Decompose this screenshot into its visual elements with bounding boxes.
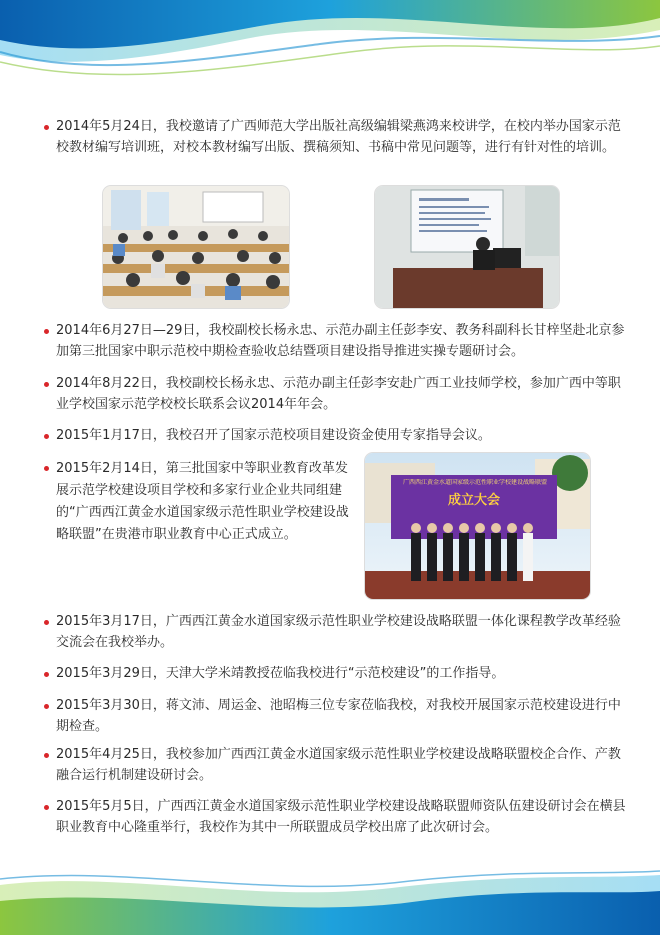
news-text: 2015年4月25日，我校参加广西西江黄金水道国家级示范性职业学校建设战略联盟校企合作、产教融合运行机制建设研讨会。 [56,747,621,783]
news-item [56,696,626,737]
banner-subtitle: 成立大会 [447,493,500,508]
bullet-dot [44,620,49,625]
bullet-dot [44,382,49,387]
news-item [56,612,626,653]
news-item [56,664,626,685]
news-text: 2014年8月22日，我校副校长杨永忠、示范办副主任彭李安赴广西工业技师学校，参加广西中等职业学校国家示范学校校长联系会议2014年年会。 [56,376,621,412]
news-item [56,117,626,158]
news-item [56,745,626,786]
news-text: 2015年3月29日，天津大学米靖教授莅临我校进行“示范校建设”的工作指导。 [56,666,505,681]
news-text: 2015年1月17日，我校召开了国家示范校项目建设资金使用专家指导会议。 [56,428,491,443]
bottom-wave-decoration [0,865,660,935]
top-wave-decoration [0,0,660,100]
photo-training-classroom [103,186,289,308]
bullet-dot [44,329,49,334]
news-text: 2015年2月14日，第三批国家中等职业教育改革发展示范学校建设项目学校和多家行业企业共同组建的“广西西江黄金水道国家级示范性职业学校建设战略联盟”在贵港市职业教育中心正式成立。 [56,461,349,542]
news-text: 2014年5月24日，我校邀请了广西师范大学出版社高级编辑梁燕鸿来校讲学，在校内举办国家示范校教材编写培训班，对校本教材编写出版、撰稿须知、书稿中常见问题等，进行有针对性的培训。 [56,119,621,155]
news-item [56,458,352,546]
news-item [56,321,626,362]
photo-alliance-founding-ceremony [365,453,590,599]
photo-lecturer-podium [375,186,559,308]
bullet-dot [44,125,49,130]
bullet-dot [44,753,49,758]
news-text: 2015年3月30日，蒋文沛、周运金、池昭梅三位专家莅临我校，对我校开展国家示范校建设进行中期检查。 [56,698,621,734]
bullet-dot [44,466,49,471]
banner-title: 广西西江黄金水道国家级示范性职业学校建设战略联盟 [402,479,547,486]
bullet-dot [44,672,49,677]
news-text: 2015年5月5日，广西西江黄金水道国家级示范性职业学校建设战略联盟师资队伍建设研讨会在横县职业教育中心隆重举行，我校作为其中一所联盟成员学校出席了此次研讨会。 [56,799,626,835]
news-text: 2015年3月17日，广西西江黄金水道国家级示范性职业学校建设战略联盟一体化课程教学改革经验交流会在我校举办。 [56,614,621,650]
bullet-dot [44,704,49,709]
news-item [56,374,626,415]
bullet-dot [44,805,49,810]
news-item [56,426,626,447]
bullet-dot [44,434,49,439]
news-text: 2014年6月27日—29日，我校副校长杨永忠、示范办副主任彭李安、教务科副科长甘梓坚赴北京参加第三批国家中职示范校中期检查验收总结暨项目建设指导推进实操专题研讨会。 [56,323,625,359]
news-item [56,797,626,838]
